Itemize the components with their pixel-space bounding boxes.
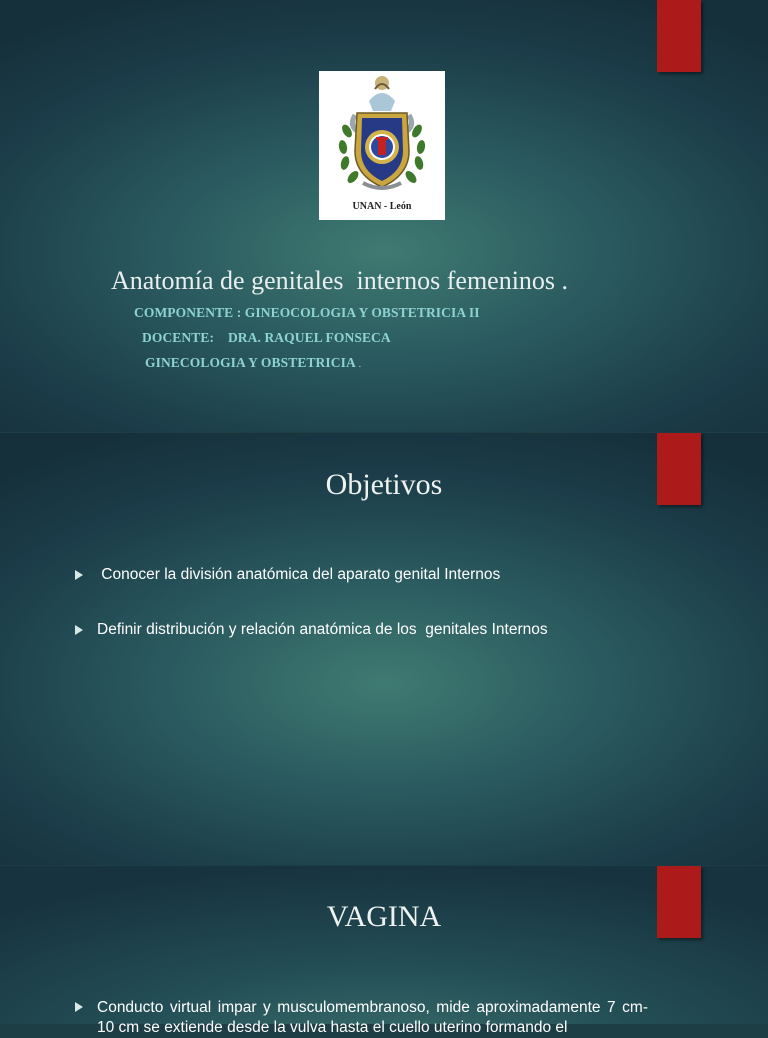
- slide-title: [0, 0, 768, 432]
- bullet-item: [75, 566, 500, 584]
- logo-caption: UNAN - León: [352, 201, 412, 212]
- bullet-item: [75, 998, 648, 1038]
- red-accent-tab: [657, 0, 701, 72]
- bullet-arrow-icon: [75, 570, 83, 580]
- bullet-arrow-icon: [75, 625, 83, 635]
- slide-heading: Objetivos: [325, 468, 443, 501]
- slide-heading: VAGINA: [326, 900, 442, 933]
- subtitle-trailing-dot: .: [358, 358, 362, 370]
- presentation-title: Anatomía de genitales internos femeninos .: [111, 266, 569, 295]
- subtitle-docente: DOCENTE: DRA. RAQUEL FONSECA: [142, 330, 391, 345]
- bullet-item: [75, 621, 548, 639]
- subtitle-department: [145, 355, 361, 371]
- bullet-text: Conducto virtual impar y musculomembranoso, mide aproximadamente 7 cm- 10 cm se extiende desde la vulva hasta el cuello uterino formando el: [97, 999, 648, 1036]
- crest-icon: [319, 71, 445, 220]
- subtitle-component: COMPONENTE : GINEOCOLOGIA Y OBSTETRICIA II: [134, 305, 480, 320]
- slide-objectives: [0, 433, 768, 865]
- university-logo: [319, 71, 445, 220]
- bullet-arrow-icon: [75, 1002, 83, 1012]
- bullet-text: Conocer la división anatómica del aparato genital Internos: [97, 566, 501, 583]
- slide-vagina: [0, 866, 768, 1036]
- bullet-text: Definir distribución y relación anatómica de los genitales Internos: [97, 621, 548, 638]
- subtitle-department-text: GINECOLOGIA Y OBSTETRICIA: [145, 355, 356, 370]
